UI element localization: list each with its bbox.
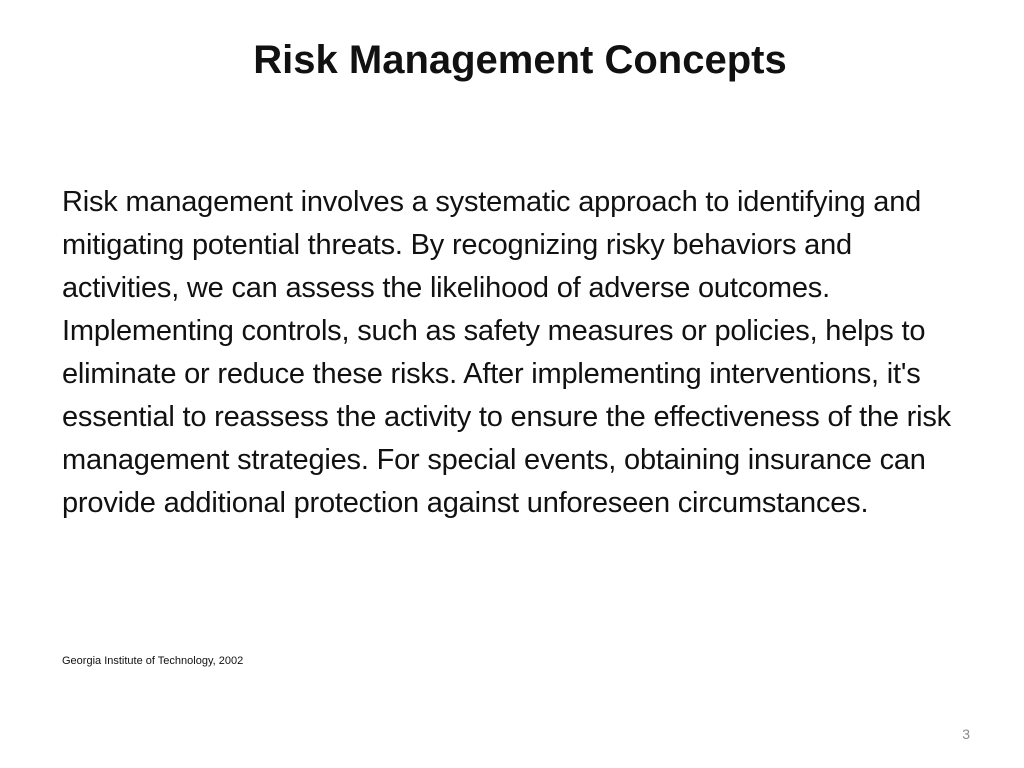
slide-body-text: Risk management involves a systematic approach to identifying and mitigating potential threats. By recognizing risky behaviors and activities, we can assess the likelihood of adverse outcomes. Implementing controls, such as safety measures or policies, helps to eliminate or reduce these risks. After implementing interventions, it's essential to reassess the activity to ensure the effectiveness of the risk management strategies. For special events, obtaining insurance can provide additional protection against unforeseen circumstances. (62, 186, 951, 519)
page-number: 3 (962, 726, 970, 742)
slide-title: Risk Management Concepts (253, 38, 787, 82)
citation: Georgia Institute of Technology, 2002 (62, 655, 244, 667)
